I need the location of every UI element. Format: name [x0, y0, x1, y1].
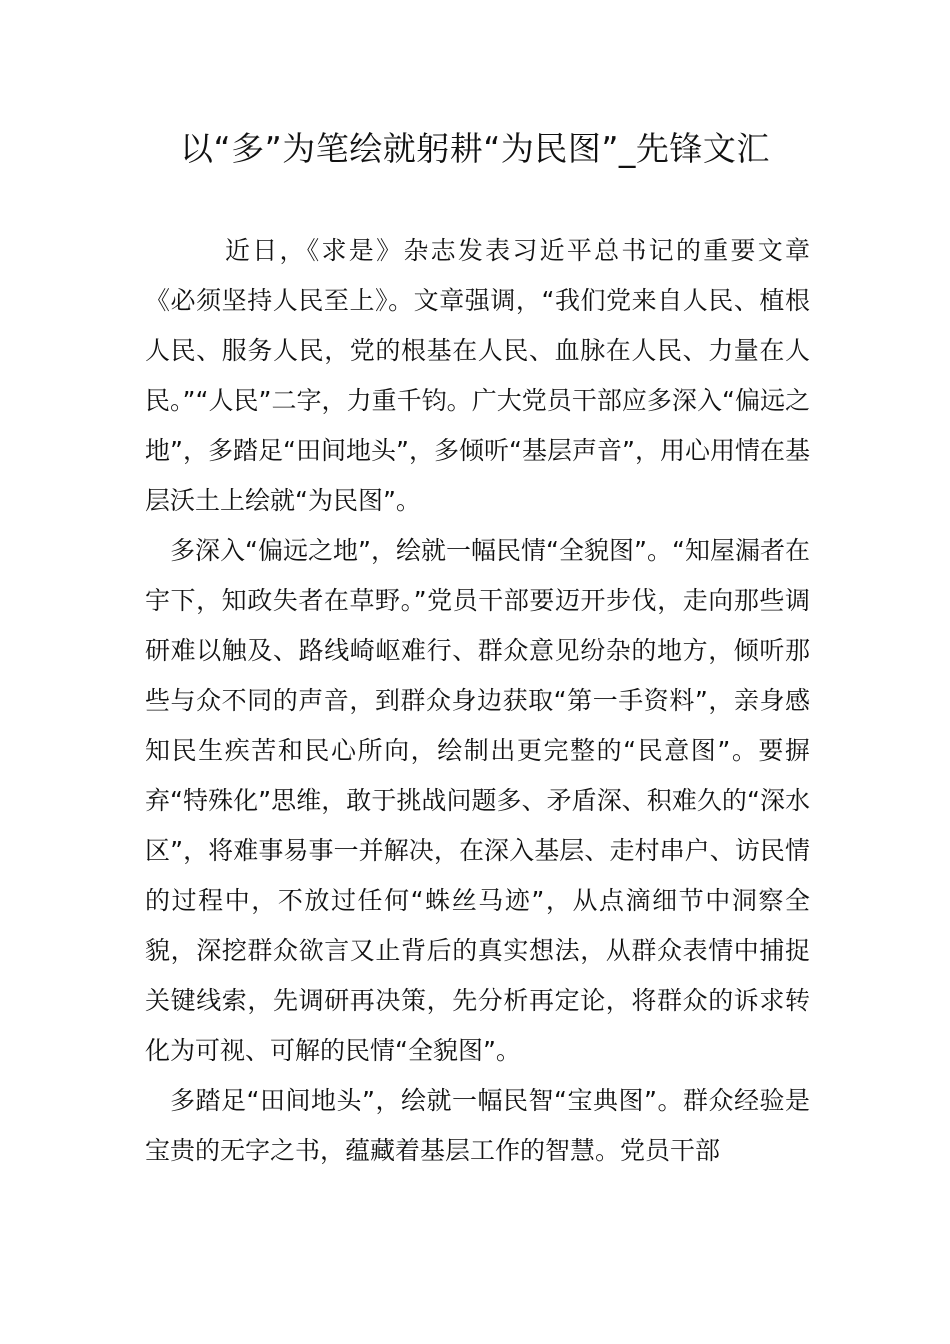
- paragraph-intro: 近日，《求是》杂志发表习近平总书记的重要文章《必须坚持人民至上》。文章强调，“我们党来自人民、植根人民、服务人民，党的根基在人民、血脉在人民、力量在人民。”“人民”二字，力重千钧。广大党员干部应多深入“偏远之地”，多踏足“田间地头”，多倾听“基层声音”，用心用情在基层沃土上绘就“为民图”。: [145, 236, 810, 515]
- paragraph-fields: 多踏足“田间地头”，绘就一幅民智“宝典图”。群众经验是宝贵的无字之书，蕴藏着基层工作的智慧。党员干部: [145, 1086, 810, 1165]
- paragraph-remote-areas: 多深入“偏远之地”，绘就一幅民情“全貌图”。“知屋漏者在宇下，知政失者在草野。”党员干部要迈开步伐，走向那些调研难以触及、路线崎岖难行、群众意见纷杂的地方，倾听那些与众不同的声音，到群众身边获取“第一手资料”，亲身感知民生疾苦和民心所向，绘制出更完整的“民意图”。要摒弃“特殊化”思维，敢于挑战问题多、矛盾深、积难久的“深水区”，将难事易事一并解决，在深入基层、走村串户、访民情的过程中，不放过任何“蛛丝马迹”，从点滴细节中洞察全貌，深挖群众欲言又止背后的真实想法，从群众表情中捕捉关键线索，先调研再决策，先分析再定论，将群众的诉求转化为可视、可解的民情“全貌图”。: [145, 536, 810, 1065]
- document-body: [145, 226, 810, 1176]
- document-title: 以“多”为笔绘就躬耕“为民图”_先锋文汇: [180, 129, 770, 168]
